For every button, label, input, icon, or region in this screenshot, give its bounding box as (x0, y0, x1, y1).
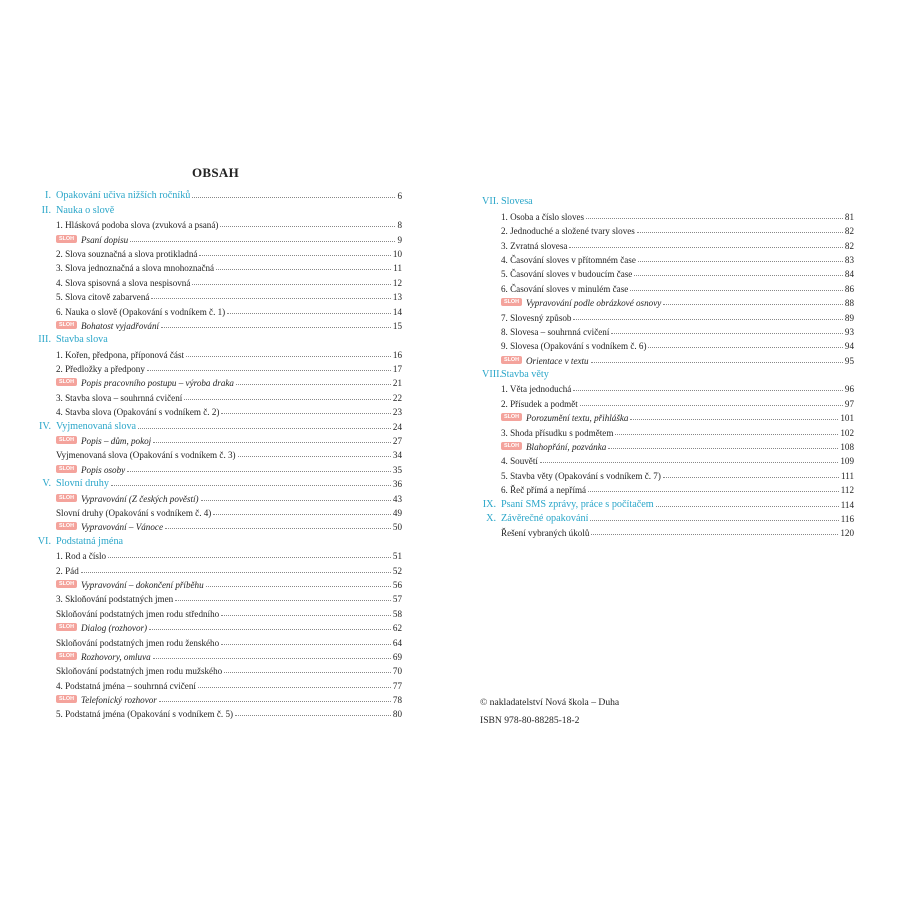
leader-dots (663, 477, 839, 478)
toc-entry[interactable] (482, 236, 854, 250)
leader-dots (213, 514, 391, 515)
entry-title: 4. Slova spisovná a slova nespisovná (56, 277, 191, 288)
leader-dots (588, 491, 839, 492)
page-number: 70 (392, 666, 402, 677)
entry-title: Skloňování podstatných jmen rodu středního (56, 608, 220, 619)
toc-entry[interactable] (37, 302, 402, 316)
section-title: Stavba věty (501, 369, 549, 381)
leader-dots (201, 500, 391, 501)
leader-dots (591, 534, 838, 535)
sloh-badge: SLOH (501, 413, 522, 421)
toc-entry[interactable] (482, 251, 854, 265)
toc-sloh-entry[interactable] (37, 691, 402, 705)
entry-title: Slovní druhy (Opakování s vodníkem č. 4) (56, 507, 212, 518)
entry-title: 1. Věta jednoduchá (501, 384, 572, 395)
leader-dots (615, 434, 838, 435)
entry-title: 6. Nauka o slově (Opakování s vodníkem č. 1) (56, 306, 226, 317)
sloh-badge: SLOH (56, 465, 77, 473)
leader-dots (153, 658, 391, 659)
page-number: 88 (844, 298, 854, 309)
entry-title: 3. Slova jednoznačná a slova mnohoznačná (56, 263, 215, 274)
toc-section[interactable] (37, 417, 402, 431)
toc-sloh-entry[interactable] (482, 409, 854, 423)
toc-sloh-entry[interactable] (37, 460, 402, 474)
toc-section[interactable] (482, 495, 854, 509)
page-number: 13 (392, 292, 402, 303)
toc-entry[interactable] (482, 394, 854, 408)
toc-entry[interactable] (482, 207, 854, 221)
page-number: 52 (392, 565, 402, 576)
entry-title: Popis pracovního postupu – výroba draka (80, 378, 234, 389)
page-number: 17 (392, 364, 402, 375)
leader-dots (220, 226, 395, 227)
leader-dots (149, 629, 391, 630)
toc-entry[interactable] (482, 265, 854, 279)
entry-title: Blahopřání, pozvánka (525, 442, 607, 453)
entry-title: 5. Stavba věty (Opakování s vodníkem č. 7) (501, 470, 661, 481)
toc-entry[interactable] (482, 337, 854, 351)
page-number: 83 (844, 254, 854, 265)
section-title: Slovesa (501, 196, 533, 208)
page-number: 21 (392, 378, 402, 389)
leader-dots (638, 261, 843, 262)
toc-entry[interactable] (37, 705, 402, 719)
section-number: IV. (39, 420, 51, 432)
sloh-badge: SLOH (56, 436, 77, 444)
sloh-badge: SLOH (56, 695, 77, 703)
entry-title: 7. Slovesný způsob (501, 312, 572, 323)
page-number: 120 (840, 528, 854, 539)
sloh-badge: SLOH (56, 522, 77, 530)
toc-entry[interactable] (37, 345, 402, 359)
leader-dots (221, 615, 391, 616)
leader-dots (108, 557, 391, 558)
page-number: 56 (392, 579, 402, 590)
leader-dots (637, 232, 843, 233)
entry-title: 4. Časování sloves v přítomném čase (501, 254, 636, 265)
section-title: Závěrečné opakování (501, 512, 589, 524)
section-title: Podstatná jména (56, 535, 124, 547)
entry-title: Vypravování podle obrázkové osnovy (525, 298, 662, 309)
leader-dots (221, 644, 391, 645)
page-number: 24 (392, 421, 402, 432)
entry-title: Bohatost vyjadřování (80, 320, 160, 331)
toc-entry[interactable] (482, 323, 854, 337)
page-number: 57 (392, 594, 402, 605)
entry-title: 1. Rod a číslo (56, 551, 107, 562)
entry-title: 3. Zvratná slovesa (501, 240, 568, 251)
page-number: 14 (392, 306, 402, 317)
toc-entry[interactable] (37, 360, 402, 374)
entry-title: 4. Podstatná jména – souhrnná cvičení (56, 680, 196, 691)
leader-dots (186, 356, 391, 357)
toc-entry[interactable] (37, 216, 402, 230)
entry-title: 3. Skloňování podstatných jmen (56, 594, 174, 605)
page-number: 16 (392, 349, 402, 360)
leader-dots (199, 255, 390, 256)
sloh-badge: SLOH (56, 580, 77, 588)
section-number: V. (42, 478, 51, 490)
leader-dots (221, 413, 391, 414)
page-number: 96 (844, 384, 854, 395)
leader-dots (656, 506, 839, 507)
leader-dots (111, 485, 391, 486)
page-number: 116 (840, 513, 854, 524)
sloh-badge: SLOH (501, 356, 522, 364)
leader-dots (151, 298, 390, 299)
toc-entry[interactable] (482, 380, 854, 394)
entry-title: Řešení vybraných úkolů (501, 528, 590, 539)
toc-entry[interactable] (37, 504, 402, 518)
leader-dots (235, 715, 391, 716)
leader-dots (630, 419, 838, 420)
entry-title: 3. Shoda přísudku s podmětem (501, 427, 614, 438)
page-number: 58 (392, 608, 402, 619)
toc-entry[interactable] (482, 423, 854, 437)
page-number: 69 (392, 651, 402, 662)
leader-dots (81, 572, 391, 573)
page-number: 93 (844, 326, 854, 337)
sloh-badge: SLOH (56, 623, 77, 631)
page-number: 94 (844, 341, 854, 352)
section-number: X. (486, 512, 496, 524)
sloh-badge: SLOH (56, 235, 77, 243)
toc-section[interactable] (37, 532, 402, 546)
entry-title: Orientace v textu (525, 355, 589, 366)
toc-entry[interactable] (482, 524, 854, 538)
toc-section[interactable] (482, 366, 854, 380)
entry-title: 1. Hlásková podoba slova (zvuková a psaná) (56, 220, 219, 231)
toc-section[interactable] (37, 331, 402, 345)
entry-title: 2. Přísudek a podmět (501, 398, 578, 409)
leader-dots (569, 247, 842, 248)
page-number: 36 (392, 479, 402, 490)
leader-dots (630, 290, 843, 291)
page-number: 11 (393, 263, 402, 274)
page-number: 22 (392, 392, 402, 403)
page-title: OBSAH (192, 165, 240, 180)
toc-sloh-entry[interactable] (37, 518, 402, 532)
page-number: 101 (840, 413, 854, 424)
toc-section[interactable] (37, 201, 402, 215)
toc-section[interactable] (37, 187, 402, 201)
page-number: 12 (392, 277, 402, 288)
entry-title: 3. Stavba slova – souhrnná cvičení (56, 392, 183, 403)
sloh-badge: SLOH (501, 442, 522, 450)
toc-entry[interactable] (37, 403, 402, 417)
leader-dots (238, 456, 391, 457)
entry-title: Skloňování podstatných jmen rodu ženského (56, 637, 220, 648)
toc-left-column (37, 187, 402, 719)
toc-sloh-entry[interactable] (37, 230, 402, 244)
entry-title: 2. Jednoduché a složené tvary sloves (501, 226, 635, 237)
page-number: 80 (392, 709, 402, 720)
page-number: 97 (844, 398, 854, 409)
entry-title: Rozhovory, omluva (80, 651, 151, 662)
page-number: 27 (392, 436, 402, 447)
page-number: 23 (392, 407, 402, 418)
entry-title: 2. Pád (56, 565, 79, 576)
entry-title: Vypravování (Z českých pověstí) (80, 493, 199, 504)
leader-dots (175, 600, 391, 601)
toc-entry[interactable] (482, 466, 854, 480)
sloh-badge: SLOH (56, 494, 77, 502)
entry-title: 6. Řeč přímá a nepřímá (501, 485, 587, 496)
page-number: 111 (841, 470, 854, 481)
page-number: 81 (844, 211, 854, 222)
leader-dots (573, 390, 843, 391)
toc-entry[interactable] (37, 288, 402, 302)
section-number: I. (45, 190, 51, 202)
toc-entry[interactable] (37, 446, 402, 460)
isbn-text: ISBN 978-80-88285-18-2 (480, 715, 580, 726)
toc-sloh-entry[interactable] (37, 489, 402, 503)
entry-title: Psaní dopisu (80, 234, 129, 245)
leader-dots (573, 319, 842, 320)
toc-sloh-entry[interactable] (37, 576, 402, 590)
toc-entry[interactable] (482, 222, 854, 236)
leader-dots (184, 399, 391, 400)
toc-entry[interactable] (482, 452, 854, 466)
leader-dots (227, 313, 391, 314)
leader-dots (198, 687, 391, 688)
toc-entry[interactable] (37, 662, 402, 676)
leader-dots (138, 428, 391, 429)
entry-title: Popis – dům, pokoj (80, 436, 152, 447)
page-number: 89 (844, 312, 854, 323)
section-number: III. (38, 334, 51, 346)
leader-dots (611, 333, 843, 334)
leader-dots (159, 701, 391, 702)
leader-dots (127, 471, 391, 472)
entry-title: Dialog (rozhovor) (80, 623, 148, 634)
leader-dots (192, 284, 391, 285)
entry-title: Vyjmenovaná slova (Opakování s vodníkem č. 3) (56, 450, 236, 461)
leader-dots (663, 304, 843, 305)
toc-entry[interactable] (37, 590, 402, 604)
leader-dots (206, 586, 391, 587)
toc-sloh-entry[interactable] (37, 374, 402, 388)
toc-sloh-entry[interactable] (482, 438, 854, 452)
page-number: 109 (840, 456, 854, 467)
entry-title: 9. Slovesa (Opakování s vodníkem č. 6) (501, 341, 647, 352)
toc-entry[interactable] (482, 308, 854, 322)
toc-entry[interactable] (37, 259, 402, 273)
section-number: II. (41, 204, 51, 216)
entry-title: Porozumění textu, přihláška (525, 413, 629, 424)
entry-title: 5. Slova citově zabarvená (56, 292, 150, 303)
section-number: VI. (37, 535, 51, 547)
page-number: 86 (844, 283, 854, 294)
leader-dots (192, 197, 395, 198)
toc-entry[interactable] (482, 279, 854, 293)
page-number: 10 (392, 248, 402, 259)
leader-dots (161, 327, 391, 328)
entry-title: 6. Časování sloves v minulém čase (501, 283, 629, 294)
toc-sloh-entry[interactable] (37, 648, 402, 662)
entry-title: Vypravování – Vánoce (80, 522, 163, 533)
section-number: IX. (482, 498, 496, 510)
page-number: 50 (392, 522, 402, 533)
toc-sloh-entry[interactable] (482, 294, 854, 308)
leader-dots (540, 462, 838, 463)
leader-dots (608, 448, 838, 449)
entry-title: Vypravování – dokončení příběhu (80, 579, 204, 590)
page-number: 112 (840, 485, 854, 496)
page-number: 8 (397, 220, 402, 231)
entry-title: 4. Souvětí (501, 456, 538, 467)
toc-right-column (482, 193, 854, 538)
entry-title: 2. Slova souznačná a slova protikladná (56, 248, 198, 259)
toc-sloh-entry[interactable] (37, 317, 402, 331)
entry-title: 8. Slovesa – souhrnná cvičení (501, 326, 610, 337)
sloh-badge: SLOH (56, 378, 77, 386)
page-number: 15 (392, 320, 402, 331)
page-number: 84 (844, 269, 854, 280)
toc-section[interactable] (482, 193, 854, 207)
leader-dots (586, 218, 843, 219)
page-number: 82 (844, 226, 854, 237)
page-number: 114 (840, 499, 854, 510)
page-number: 6 (397, 191, 402, 202)
entry-title: Telefonický rozhovor (80, 695, 157, 706)
copyright-text: © nakladatelství Nová škola – Duha (480, 697, 620, 708)
leader-dots (130, 241, 395, 242)
sloh-badge: SLOH (56, 321, 77, 329)
leader-dots (224, 672, 391, 673)
section-title: Vyjmenovaná slova (56, 420, 137, 432)
toc-sloh-entry[interactable] (482, 351, 854, 365)
leader-dots (648, 347, 842, 348)
entry-title: 4. Stavba slova (Opakování s vodníkem č. 2) (56, 407, 220, 418)
toc-section[interactable] (482, 510, 854, 524)
entry-title: 5. Podstatná jména (Opakování s vodníkem č. 5) (56, 709, 234, 720)
toc-entry[interactable] (37, 676, 402, 690)
toc-entry[interactable] (482, 481, 854, 495)
leader-dots (165, 528, 391, 529)
page-number: 95 (844, 355, 854, 366)
leader-dots (236, 384, 391, 385)
page-number: 51 (392, 551, 402, 562)
section-title: Stavba slova (56, 334, 108, 346)
section-title: Opakování učiva nižších ročníků (56, 190, 191, 202)
leader-dots (153, 442, 391, 443)
page-number: 34 (392, 450, 402, 461)
page-number: 64 (392, 637, 402, 648)
toc-entry[interactable] (37, 547, 402, 561)
entry-title: 2. Předložky a předpony (56, 364, 145, 375)
section-title: Psaní SMS zprávy, práce s počítačem (501, 498, 654, 510)
entry-title: Popis osoby (80, 464, 126, 475)
leader-dots (634, 275, 843, 276)
sloh-badge: SLOH (501, 298, 522, 306)
sloh-badge: SLOH (56, 652, 77, 660)
leader-dots (591, 362, 843, 363)
toc-entry[interactable] (37, 245, 402, 259)
page-number: 82 (844, 240, 854, 251)
section-number: VII. (482, 196, 499, 208)
toc-entry[interactable] (37, 604, 402, 618)
toc-sloh-entry[interactable] (37, 619, 402, 633)
toc-entry[interactable] (37, 273, 402, 287)
page-number: 78 (392, 695, 402, 706)
toc-entry[interactable] (37, 561, 402, 575)
page-number: 49 (392, 507, 402, 518)
leader-dots (216, 269, 391, 270)
toc-sloh-entry[interactable] (37, 432, 402, 446)
toc-section[interactable] (37, 475, 402, 489)
page-number: 35 (392, 464, 402, 475)
page-number: 108 (840, 442, 854, 453)
page-number: 43 (392, 493, 402, 504)
leader-dots (590, 520, 838, 521)
page-number: 62 (392, 623, 402, 634)
entry-title: 1. Kořen, předpona, příponová část (56, 349, 185, 360)
section-title: Slovní druhy (56, 478, 109, 490)
page-number: 77 (392, 680, 402, 691)
leader-dots (580, 405, 843, 406)
entry-title: 5. Časování sloves v budoucím čase (501, 269, 633, 280)
entry-title: Skloňování podstatných jmen rodu mužského (56, 666, 223, 677)
section-title: Nauka o slově (56, 204, 115, 216)
toc-entry[interactable] (37, 388, 402, 402)
entry-title: 1. Osoba a číslo sloves (501, 211, 585, 222)
page-number: 9 (397, 234, 402, 245)
leader-dots (147, 370, 391, 371)
toc-entry[interactable] (37, 633, 402, 647)
page-number: 102 (840, 427, 854, 438)
section-number: VIII. (482, 369, 503, 381)
